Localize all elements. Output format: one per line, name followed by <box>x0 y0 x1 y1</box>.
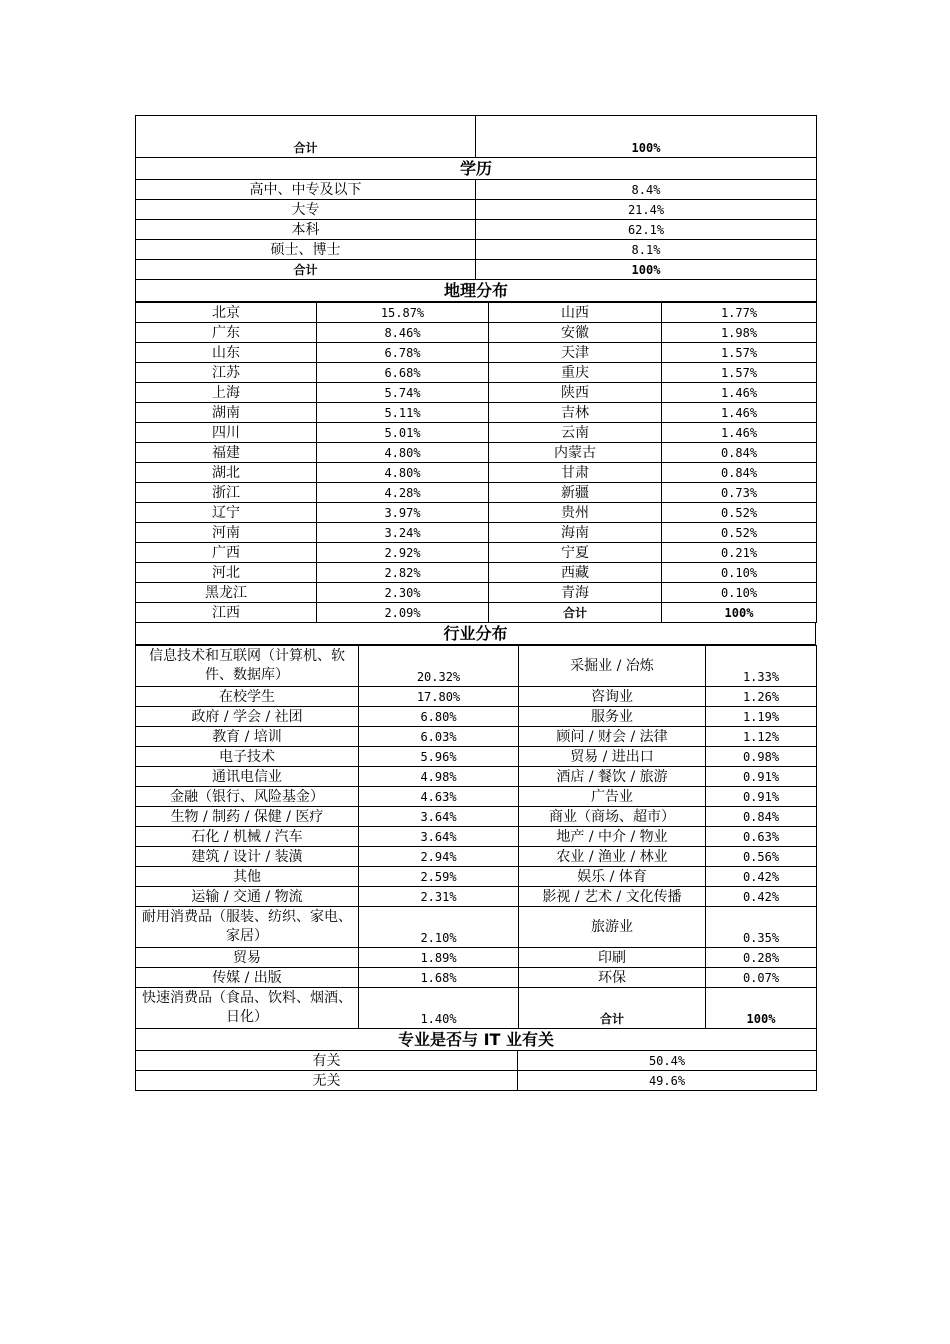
industry-name: 广告业 <box>519 787 706 807</box>
region-share: 0.10% <box>662 583 817 603</box>
it-related-value: 49.6% <box>518 1071 817 1091</box>
industry-name: 其他 <box>136 867 359 887</box>
geography-total-label: 合计 <box>489 603 662 623</box>
education-row <box>136 220 817 240</box>
region-name: 天津 <box>489 343 662 363</box>
region-share: 1.46% <box>662 403 817 423</box>
region-share: 1.46% <box>662 383 817 403</box>
industry-row <box>136 867 817 887</box>
education-table <box>135 115 817 302</box>
region-share: 2.82% <box>317 563 489 583</box>
region-name: 内蒙古 <box>489 443 662 463</box>
region-share: 1.77% <box>662 303 817 323</box>
geography-row <box>136 303 817 323</box>
region-share: 1.98% <box>662 323 817 343</box>
region-share: 15.87% <box>317 303 489 323</box>
region-name: 福建 <box>136 443 317 463</box>
industry-name: 教育 / 培训 <box>136 727 359 747</box>
industry-name: 农业 / 渔业 / 林业 <box>519 847 706 867</box>
industry-share: 0.28% <box>706 948 817 968</box>
industry-share: 1.26% <box>706 687 817 707</box>
education-row <box>136 200 817 220</box>
region-share: 1.46% <box>662 423 817 443</box>
industry-share: 3.64% <box>359 827 519 847</box>
region-name: 河南 <box>136 523 317 543</box>
geography-row <box>136 523 817 543</box>
region-name: 宁夏 <box>489 543 662 563</box>
geography-row <box>136 363 817 383</box>
education-label: 本科 <box>136 220 476 240</box>
industry-name: 石化 / 机械 / 汽车 <box>136 827 359 847</box>
industry-title: 行业分布 <box>136 623 816 645</box>
region-name: 新疆 <box>489 483 662 503</box>
top-total-label: 合计 <box>136 116 476 158</box>
region-share: 0.52% <box>662 503 817 523</box>
region-share: 0.84% <box>662 463 817 483</box>
industry-share: 5.96% <box>359 747 519 767</box>
industry-row <box>136 907 817 948</box>
region-name: 云南 <box>489 423 662 443</box>
geography-row <box>136 583 817 603</box>
industry-share: 4.98% <box>359 767 519 787</box>
region-name: 湖北 <box>136 463 317 483</box>
industry-share: 3.64% <box>359 807 519 827</box>
industry-name: 地产 / 中介 / 物业 <box>519 827 706 847</box>
it-related-row <box>136 1071 817 1091</box>
industry-name: 政府 / 学会 / 社团 <box>136 707 359 727</box>
industry-share: 2.94% <box>359 847 519 867</box>
region-name: 江苏 <box>136 363 317 383</box>
it-related-table <box>135 1029 817 1091</box>
industry-row <box>136 767 817 787</box>
industry-share: 1.68% <box>359 968 519 988</box>
region-name: 青海 <box>489 583 662 603</box>
industry-share: 6.03% <box>359 727 519 747</box>
industry-row <box>136 646 817 687</box>
industry-name: 服务业 <box>519 707 706 727</box>
region-name: 江西 <box>136 603 317 623</box>
it-related-row <box>136 1051 817 1071</box>
region-share: 0.73% <box>662 483 817 503</box>
industry-name: 影视 / 艺术 / 文化传播 <box>519 887 706 907</box>
industry-name: 环保 <box>519 968 706 988</box>
industry-share: 0.98% <box>706 747 817 767</box>
region-share: 4.80% <box>317 463 489 483</box>
region-share: 5.11% <box>317 403 489 423</box>
industry-row <box>136 807 817 827</box>
geography-total-value: 100% <box>662 603 817 623</box>
geography-row <box>136 383 817 403</box>
industry-name: 快速消费品（食品、饮料、烟酒、日化） <box>136 988 359 1029</box>
industry-share: 1.89% <box>359 948 519 968</box>
region-share: 1.57% <box>662 363 817 383</box>
geography-row <box>136 603 817 623</box>
region-share: 0.84% <box>662 443 817 463</box>
industry-share: 0.35% <box>706 907 817 948</box>
region-name: 北京 <box>136 303 317 323</box>
it-related-title: 专业是否与 IT 业有关 <box>136 1029 817 1051</box>
region-name: 广东 <box>136 323 317 343</box>
region-share: 5.01% <box>317 423 489 443</box>
region-share: 3.97% <box>317 503 489 523</box>
industry-share: 17.80% <box>359 687 519 707</box>
industry-share: 0.42% <box>706 867 817 887</box>
industry-share: 0.84% <box>706 807 817 827</box>
industry-name: 在校学生 <box>136 687 359 707</box>
region-share: 5.74% <box>317 383 489 403</box>
industry-total-label: 合计 <box>519 988 706 1029</box>
industry-name: 顾问 / 财会 / 法律 <box>519 727 706 747</box>
industry-name: 耐用消费品（服装、纺织、家电、家居） <box>136 907 359 948</box>
region-name: 陕西 <box>489 383 662 403</box>
region-share: 8.46% <box>317 323 489 343</box>
geography-row <box>136 463 817 483</box>
industry-row <box>136 707 817 727</box>
region-name: 安徽 <box>489 323 662 343</box>
region-share: 2.92% <box>317 543 489 563</box>
industry-name: 金融（银行、风险基金） <box>136 787 359 807</box>
industry-share: 20.32% <box>359 646 519 687</box>
industry-share: 2.59% <box>359 867 519 887</box>
industry-name: 旅游业 <box>519 907 706 948</box>
top-total-value: 100% <box>476 116 817 158</box>
top-total-row <box>136 116 817 158</box>
industry-row <box>136 687 817 707</box>
region-name: 四川 <box>136 423 317 443</box>
industry-row <box>136 827 817 847</box>
region-share: 4.28% <box>317 483 489 503</box>
region-name: 湖南 <box>136 403 317 423</box>
industry-name: 娱乐 / 体育 <box>519 867 706 887</box>
geography-row <box>136 443 817 463</box>
region-share: 4.80% <box>317 443 489 463</box>
education-label: 大专 <box>136 200 476 220</box>
it-related-value: 50.4% <box>518 1051 817 1071</box>
region-share: 2.30% <box>317 583 489 603</box>
education-value: 21.4% <box>476 200 817 220</box>
region-name: 浙江 <box>136 483 317 503</box>
education-total-row <box>136 260 817 280</box>
education-row <box>136 180 817 200</box>
industry-name: 贸易 / 进出口 <box>519 747 706 767</box>
region-name: 吉林 <box>489 403 662 423</box>
industry-name: 运输 / 交通 / 物流 <box>136 887 359 907</box>
industry-share: 1.19% <box>706 707 817 727</box>
region-name: 广西 <box>136 543 317 563</box>
industry-share: 4.63% <box>359 787 519 807</box>
region-name: 贵州 <box>489 503 662 523</box>
industry-share: 6.80% <box>359 707 519 727</box>
region-share: 0.52% <box>662 523 817 543</box>
it-related-label: 有关 <box>136 1051 518 1071</box>
industry-name: 商业（商场、超市） <box>519 807 706 827</box>
education-value: 8.1% <box>476 240 817 260</box>
industry-row <box>136 727 817 747</box>
geography-row <box>136 403 817 423</box>
education-total-label: 合计 <box>136 260 476 280</box>
industry-share: 0.63% <box>706 827 817 847</box>
industry-share: 2.10% <box>359 907 519 948</box>
geography-row <box>136 503 817 523</box>
geography-row <box>136 543 817 563</box>
industry-name: 传媒 / 出版 <box>136 968 359 988</box>
industry-name: 贸易 <box>136 948 359 968</box>
industry-share: 1.33% <box>706 646 817 687</box>
region-name: 辽宁 <box>136 503 317 523</box>
industry-row <box>136 968 817 988</box>
region-share: 1.57% <box>662 343 817 363</box>
industry-name: 电子技术 <box>136 747 359 767</box>
industry-name: 咨询业 <box>519 687 706 707</box>
industry-share: 0.42% <box>706 887 817 907</box>
industry-name: 生物 / 制药 / 保健 / 医疗 <box>136 807 359 827</box>
geography-row <box>136 563 817 583</box>
region-name: 甘肃 <box>489 463 662 483</box>
region-name: 西藏 <box>489 563 662 583</box>
industry-row <box>136 948 817 968</box>
education-value: 62.1% <box>476 220 817 240</box>
region-share: 0.10% <box>662 563 817 583</box>
geography-row <box>136 323 817 343</box>
education-title: 学历 <box>136 158 817 180</box>
industry-share: 0.56% <box>706 847 817 867</box>
industry-row <box>136 988 817 1029</box>
region-name: 上海 <box>136 383 317 403</box>
education-value: 8.4% <box>476 180 817 200</box>
education-label: 高中、中专及以下 <box>136 180 476 200</box>
industry-name: 通讯电信业 <box>136 767 359 787</box>
industry-share: 0.91% <box>706 787 817 807</box>
region-name: 重庆 <box>489 363 662 383</box>
industry-name: 酒店 / 餐饮 / 旅游 <box>519 767 706 787</box>
industry-share: 2.31% <box>359 887 519 907</box>
geography-row <box>136 483 817 503</box>
education-label: 硕士、博士 <box>136 240 476 260</box>
region-name: 河北 <box>136 563 317 583</box>
industry-row <box>136 887 817 907</box>
region-share: 2.09% <box>317 603 489 623</box>
region-share: 6.78% <box>317 343 489 363</box>
industry-share: 0.07% <box>706 968 817 988</box>
industry-table <box>135 645 817 1029</box>
survey-table <box>135 115 816 1091</box>
region-share: 0.21% <box>662 543 817 563</box>
region-name: 山东 <box>136 343 317 363</box>
region-share: 6.68% <box>317 363 489 383</box>
industry-row <box>136 787 817 807</box>
industry-name: 建筑 / 设计 / 装潢 <box>136 847 359 867</box>
industry-share: 0.91% <box>706 767 817 787</box>
it-related-label: 无关 <box>136 1071 518 1091</box>
geography-title: 地理分布 <box>136 280 817 302</box>
education-row <box>136 240 817 260</box>
geography-row <box>136 343 817 363</box>
region-name: 山西 <box>489 303 662 323</box>
industry-row <box>136 747 817 767</box>
industry-share: 1.40% <box>359 988 519 1029</box>
region-name: 黑龙江 <box>136 583 317 603</box>
industry-share: 1.12% <box>706 727 817 747</box>
education-total-value: 100% <box>476 260 817 280</box>
geography-table <box>135 302 817 623</box>
industry-name: 信息技术和互联网（计算机、软件、数据库） <box>136 646 359 687</box>
industry-row <box>136 847 817 867</box>
industry-name: 采掘业 / 冶炼 <box>519 646 706 687</box>
geography-row <box>136 423 817 443</box>
industry-total-value: 100% <box>706 988 817 1029</box>
region-share: 3.24% <box>317 523 489 543</box>
industry-name: 印刷 <box>519 948 706 968</box>
region-name: 海南 <box>489 523 662 543</box>
